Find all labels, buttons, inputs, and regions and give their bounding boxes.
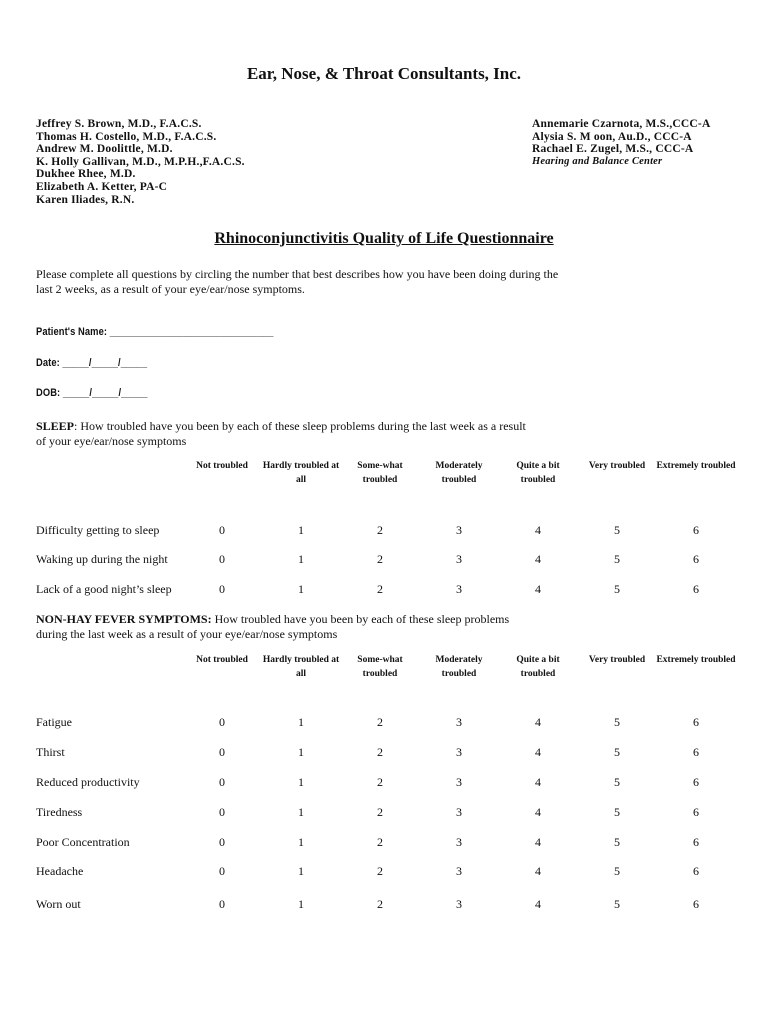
question-label: Lack of a good night’s sleep bbox=[36, 582, 172, 596]
section-heading-suffix: : bbox=[74, 419, 78, 433]
scale-header: Moderately troubled bbox=[435, 655, 483, 679]
rating-option-6[interactable]: 6 bbox=[693, 775, 699, 789]
scale-header: Quite a bit troubled bbox=[516, 655, 560, 679]
scale-header: Very troubled bbox=[588, 655, 646, 665]
rating-option-6[interactable]: 6 bbox=[693, 745, 699, 759]
staff-member: Alysia S. M oon, Au.D., CCC-A bbox=[532, 130, 692, 143]
question-label: Worn out bbox=[36, 897, 81, 911]
rating-option-4[interactable]: 4 bbox=[535, 552, 541, 566]
rating-option-2[interactable]: 2 bbox=[377, 745, 383, 759]
rating-option-2[interactable]: 2 bbox=[377, 835, 383, 849]
rating-option-0[interactable]: 0 bbox=[219, 835, 225, 849]
staff-member: Thomas H. Costello, M.D., F.A.C.S. bbox=[36, 130, 217, 143]
question-label: Fatigue bbox=[36, 715, 72, 729]
questionnaire-title: Rhinoconjunctivitis Quality of Life Questionnaire bbox=[214, 230, 554, 247]
rating-option-1[interactable]: 1 bbox=[298, 715, 304, 729]
staff-right-list bbox=[532, 118, 710, 168]
rating-option-5[interactable]: 5 bbox=[614, 897, 620, 911]
question-label: Reduced productivity bbox=[36, 775, 140, 789]
rating-option-0[interactable]: 0 bbox=[219, 582, 225, 596]
section-description: How troubled have you been by each of these sleep problems during the last week as a result of your eye/ear/nose symptoms bbox=[36, 419, 526, 448]
rating-option-3[interactable]: 3 bbox=[456, 864, 462, 878]
rating-option-4[interactable]: 4 bbox=[535, 835, 541, 849]
rating-option-3[interactable]: 3 bbox=[456, 897, 462, 911]
section-heading-label: NON-HAY FEVER SYMPTOMS: bbox=[36, 612, 212, 626]
rating-option-3[interactable]: 3 bbox=[456, 745, 462, 759]
rating-option-6[interactable]: 6 bbox=[693, 582, 699, 596]
rating-option-2[interactable]: 2 bbox=[377, 864, 383, 878]
section-sleep-heading bbox=[36, 419, 531, 449]
date-field[interactable]: Date: _____/_____/_____ bbox=[36, 357, 148, 369]
rating-option-0[interactable]: 0 bbox=[219, 864, 225, 878]
rating-option-2[interactable]: 2 bbox=[377, 582, 383, 596]
scale-header: Not troubled bbox=[196, 655, 248, 665]
section-heading-label: SLEEP bbox=[36, 419, 75, 433]
scale-header: Extremely troubled bbox=[656, 461, 736, 471]
rating-option-0[interactable]: 0 bbox=[219, 523, 225, 537]
staff-member: Karen Iliades, R.N. bbox=[36, 193, 135, 206]
staff-member: Annemarie Czarnota, M.S.,CCC-A bbox=[532, 118, 711, 130]
question-label: Poor Concentration bbox=[36, 835, 130, 849]
staff-member: Dukhee Rhee, M.D. bbox=[36, 168, 136, 181]
rating-option-3[interactable]: 3 bbox=[456, 715, 462, 729]
rating-option-3[interactable]: 3 bbox=[456, 805, 462, 819]
rating-option-0[interactable]: 0 bbox=[219, 805, 225, 819]
rating-option-4[interactable]: 4 bbox=[535, 745, 541, 759]
rating-option-2[interactable]: 2 bbox=[377, 897, 383, 911]
staff-member: Elizabeth A. Ketter, PA-C bbox=[36, 180, 168, 193]
instructions: Please complete all questions by circling the number that best describes how you have been doing during the last 2 weeks, as a result of your eye/ear/nose symptoms. bbox=[36, 267, 559, 296]
rating-option-1[interactable]: 1 bbox=[298, 805, 304, 819]
rating-option-2[interactable]: 2 bbox=[377, 523, 383, 537]
practice-name: Ear, Nose, & Throat Consultants, Inc. bbox=[246, 64, 522, 83]
rating-option-4[interactable]: 4 bbox=[535, 582, 541, 596]
scale-header: Extremely troubled bbox=[656, 655, 736, 665]
rating-option-4[interactable]: 4 bbox=[535, 897, 541, 911]
scale-header: Some-what troubled bbox=[357, 655, 403, 679]
rating-option-4[interactable]: 4 bbox=[535, 775, 541, 789]
rating-option-0[interactable]: 0 bbox=[219, 897, 225, 911]
rating-option-2[interactable]: 2 bbox=[377, 805, 383, 819]
rating-option-5[interactable]: 5 bbox=[614, 745, 620, 759]
staff-member: K. Holly Gallivan, M.D., M.P.H.,F.A.C.S. bbox=[36, 155, 245, 168]
rating-option-3[interactable]: 3 bbox=[456, 775, 462, 789]
question-label: Tiredness bbox=[36, 805, 83, 819]
rating-option-5[interactable]: 5 bbox=[614, 775, 620, 789]
staff-left-list bbox=[36, 118, 245, 206]
dob-field[interactable]: DOB: _____/_____/_____ bbox=[36, 387, 148, 399]
rating-option-2[interactable]: 2 bbox=[377, 775, 383, 789]
staff-member: Jeffrey S. Brown, M.D., F.A.C.S. bbox=[36, 118, 202, 130]
question-label: Headache bbox=[36, 864, 84, 878]
rating-option-6[interactable]: 6 bbox=[693, 523, 699, 537]
scale-header: Very troubled bbox=[588, 461, 646, 471]
patient-name-field[interactable]: Patient's Name: _______________________________ bbox=[36, 326, 274, 338]
question-label: Thirst bbox=[36, 745, 65, 759]
rating-option-5[interactable]: 5 bbox=[614, 523, 620, 537]
rating-option-3[interactable]: 3 bbox=[456, 582, 462, 596]
rating-option-5[interactable]: 5 bbox=[614, 552, 620, 566]
scale-header: Quite a bit troubled bbox=[516, 461, 560, 485]
scale-header: Some-what troubled bbox=[357, 461, 403, 485]
question-label: Waking up during the night bbox=[36, 552, 168, 566]
scale-header: Hardly troubled at all bbox=[262, 461, 340, 485]
rating-option-0[interactable]: 0 bbox=[219, 552, 225, 566]
rating-option-5[interactable]: 5 bbox=[614, 805, 620, 819]
rating-option-1[interactable]: 1 bbox=[298, 835, 304, 849]
rating-option-0[interactable]: 0 bbox=[219, 715, 225, 729]
rating-option-6[interactable]: 6 bbox=[693, 864, 699, 878]
section-symptoms-heading bbox=[36, 612, 541, 642]
rating-option-1[interactable]: 1 bbox=[298, 897, 304, 911]
rating-option-1[interactable]: 1 bbox=[298, 552, 304, 566]
rating-option-4[interactable]: 4 bbox=[535, 715, 541, 729]
rating-option-1[interactable]: 1 bbox=[298, 775, 304, 789]
rating-option-4[interactable]: 4 bbox=[535, 805, 541, 819]
rating-option-5[interactable]: 5 bbox=[614, 715, 620, 729]
scale-header: Not troubled bbox=[196, 461, 248, 471]
section-description: How troubled have you been by each of these sleep problems during the last week as a result of your eye/ear/nose symptoms bbox=[36, 612, 510, 641]
rating-option-5[interactable]: 5 bbox=[614, 864, 620, 878]
rating-option-4[interactable]: 4 bbox=[535, 523, 541, 537]
rating-option-4[interactable]: 4 bbox=[535, 864, 541, 878]
rating-option-6[interactable]: 6 bbox=[693, 552, 699, 566]
rating-option-1[interactable]: 1 bbox=[298, 745, 304, 759]
rating-option-5[interactable]: 5 bbox=[614, 582, 620, 596]
rating-option-0[interactable]: 0 bbox=[219, 775, 225, 789]
rating-option-1[interactable]: 1 bbox=[298, 582, 304, 596]
staff-member: Andrew M. Doolittle, M.D. bbox=[36, 143, 173, 156]
staff-member: Rachael E. Zugel, M.S., CCC-A bbox=[532, 143, 694, 156]
rating-option-6[interactable]: 6 bbox=[693, 805, 699, 819]
rating-option-3[interactable]: 3 bbox=[456, 552, 462, 566]
rating-option-0[interactable]: 0 bbox=[219, 745, 225, 759]
scale-header: Moderately troubled bbox=[435, 461, 483, 485]
rating-option-6[interactable]: 6 bbox=[693, 715, 699, 729]
scale-header: Hardly troubled at all bbox=[262, 655, 340, 679]
rating-option-3[interactable]: 3 bbox=[456, 835, 462, 849]
rating-option-6[interactable]: 6 bbox=[693, 835, 699, 849]
rating-option-2[interactable]: 2 bbox=[377, 552, 383, 566]
rating-option-5[interactable]: 5 bbox=[614, 835, 620, 849]
rating-option-1[interactable]: 1 bbox=[298, 523, 304, 537]
rating-option-3[interactable]: 3 bbox=[456, 523, 462, 537]
rating-option-2[interactable]: 2 bbox=[377, 715, 383, 729]
rating-option-1[interactable]: 1 bbox=[298, 864, 304, 878]
question-label: Difficulty getting to sleep bbox=[36, 523, 160, 537]
rating-option-6[interactable]: 6 bbox=[693, 897, 699, 911]
staff-right-note: Hearing and Balance Center bbox=[532, 155, 663, 167]
